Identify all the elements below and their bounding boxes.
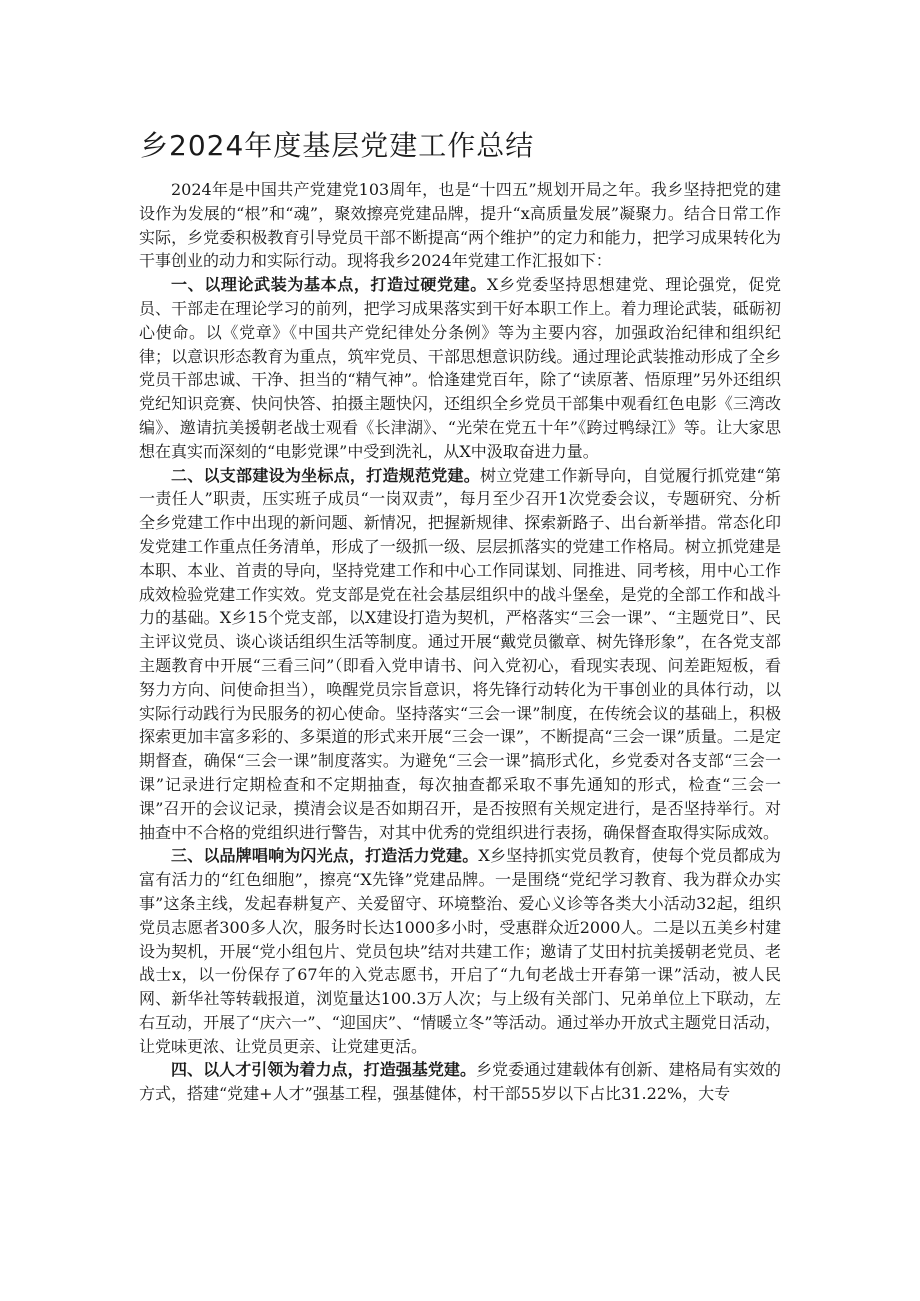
paragraph-text: X乡坚持抓实党员教育，使每个党员都成为富有活力的“红色细胞”，擦亮“X先锋”党建品牌。一是围绕“党纪学习教育、我为群众办实事”这条主线，发起春耕复产、关爱留守、环境整治、爱心义诊等各类大小活动32起，组织党员志愿者300多人次，服务时长达1000多小时，受惠群众近2000人。二是以五美乡村建设为契机，开展“党小组包片、党员包块”结对共建工作；邀请了艾田村抗美援朝老党员、老战士x，以一份保存了67年的入党志愿书，开启了“九旬老战士开春第一课”活动，被人民网、新华社等转载报道，浏览量达100.3万人次；与上级有关部门、兄弟单位上下联动，左右互动，开展了“庆六一”、“迎国庆”、“情暖立冬”等活动。通过举办开放式主题党日活动，让党味更浓、让党员更亲、让党建更活。 [139, 846, 781, 1056]
document-body [139, 178, 781, 1106]
paragraph-text: 2024年是中国共产党建党103周年，也是“十四五”规划开局之年。我乡坚持把党的建设作为发展的“根”和“魂”，聚效擦亮党建品牌，提升“x高质量发展”凝聚力。结合日常工作实际，乡党委积极教育引导党员干部不断提高“两个维护”的定力和能力，把学习成果转化为干事创业的动力和实际行动。现将我乡2024年党建工作汇报如下： [139, 180, 781, 271]
paragraph-text: X乡党委坚持思想建党、理论强党，促党员、干部走在理论学习的前列，把学习成果落实到干好本职工作上。着力理论武装，砥砺初心使命。以《党章》《中国共产党纪律处分条例》等为主要内容，加强政治纪律和组织纪律；以意识形态教育为重点，筑牢党员、干部思想意识防线。通过理论武装推动形成了全乡党员干部忠诚、干净、担当的“精气神”。恰逢建党百年，除了“读原著、悟原理”另外还组织党纪知识竞赛、快问快答、拍摄主题快闪，还组织全乡党员干部集中观看红色电影《三湾改编》、邀请抗美援朝老战士观看《长津湖》、“光荣在党五十年”《跨过鸭绿江》等。让大家思想在真实而深刻的“电影党课”中受到洗礼，从X中汲取奋进力量。 [139, 275, 781, 461]
paragraph-intro [139, 178, 781, 273]
paragraph-text: 乡党委通过建载体有创新、建格局有实效的方式，搭建“党建+人才”强基工程，强基健体，村干部55岁以下占比31.22%，大专 [139, 1060, 781, 1104]
section-heading: 三、以品牌唱响为闪光点，打造活力党建。 [171, 846, 479, 866]
document-title: 乡2024年度基层党建工作总结 [140, 129, 535, 162]
paragraph-section-1 [139, 273, 781, 463]
paragraph-text: 树立党建工作新导向，自觉履行抓党建“第一责任人”职责，压实班子成员“一岗双责”，每月至少召开1次党委会议，专题研究、分析全乡党建工作中出现的新问题、新情况，把握新规律、探索新路子、出台新举措。常态化印发党建工作重点任务清单，形成了一级抓一级、层层抓落实的党建工作格局。树立抓党建是本职、本业、首责的导向，坚持党建工作和中心工作同谋划、同推进、同考核，用中心工作成效检验党建工作实效。党支部是党在社会基层组织中的战斗堡垒，是党的全部工作和战斗力的基础。X乡15个党支部，以X建设打造为契机，严格落实“三会一课”、“主题党日”、民主评议党员、谈心谈话组织生活等制度。通过开展“戴党员徽章、树先锋形象”，在各党支部主题教育中开展“三看三问”（即看入党申请书、问入党初心，看现实表现、问差距短板，看努力方向、问使命担当），唤醒党员宗旨意识，将先锋行动转化为干事创业的具体行动，以实际行动践行为民服务的初心使命。坚持落实“三会一课”制度，在传统会议的基础上，积极探索更加丰富多彩的、多渠道的形式来开展“三会一课”，不断提高“三会一课”质量。二是定期督查，确保“三会一课”制度落实。为避免“三会一课”搞形式化，乡党委对各支部“三会一课”记录进行定期检查和不定期抽查，每次抽查都采取不事先通知的形式，检查“三会一课”召开的会议记录，摸清会议是否如期召开，是否按照有关规定进行，是否坚持举行。对抽查中不合格的党组织进行警告，对其中优秀的党组织进行表扬，确保督查取得实际成效。 [139, 465, 781, 842]
paragraph-section-2 [139, 464, 781, 845]
section-heading: 四、以人才引领为着力点，打造强基党建。 [171, 1060, 477, 1080]
paragraph-section-3 [139, 844, 781, 1058]
section-heading: 一、以理论武装为基本点，打造过硬党建。 [171, 275, 487, 295]
paragraph-section-4 [139, 1058, 781, 1106]
section-heading: 二、以支部建设为坐标点，打造规范党建。 [171, 465, 481, 485]
